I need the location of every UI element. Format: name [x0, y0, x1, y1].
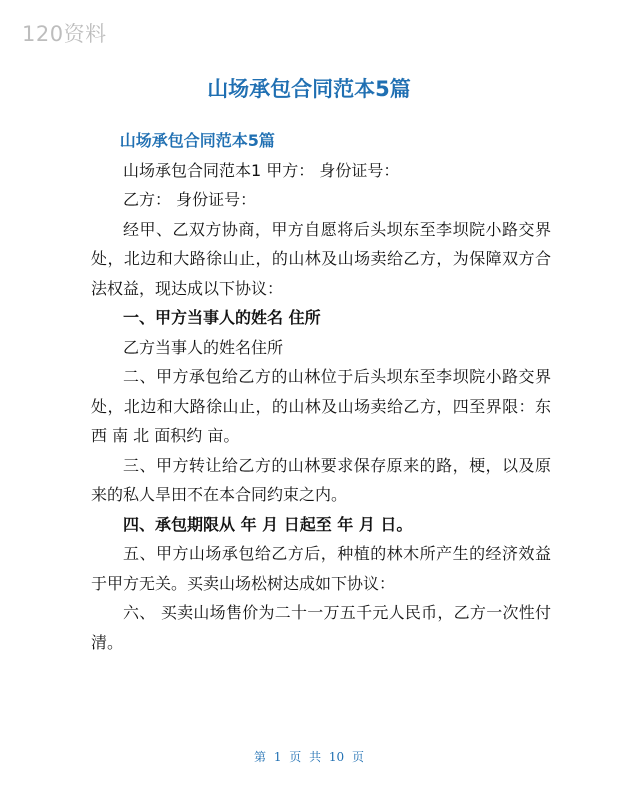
- document-body: [91, 126, 551, 657]
- clause-6-price: 六、 买卖山场售价为二十一万五千元人民币，乙方一次性付清。: [91, 603, 551, 652]
- paragraph-agreement-intro: 经甲、乙双方协商，甲方自愿将后头坝东至李坝院小路交界处，北边和大路徐山止，的山林及山场卖给乙方，为保障双方合法权益，现达成以下协议：: [91, 219, 551, 298]
- paragraph-parties-intro: 山场承包合同范本1 甲方： 身份证号：: [123, 160, 400, 180]
- clause-5-benefits: 五、甲方山场承包给乙方后，种植的林木所产生的经济效益于甲方无关。买卖山场松树达成如下协议：: [91, 544, 551, 593]
- clause-1-party-a-name: 一、甲方当事人的姓名 住所: [123, 308, 321, 327]
- clause-4-term: 四、承包期限从 年 月 日起至 年 月 日。: [123, 514, 413, 534]
- clause-2-location: 二、甲方承包给乙方的山林位于后头坝东至李坝院小路交界处，北边和大路徐山止，的山林及山场卖给乙方，四至界限：东 西 南 北 面积约 亩。: [91, 367, 551, 445]
- watermark: 120资料: [22, 22, 107, 46]
- page-footer: 第 1 页 共 10 页: [254, 750, 364, 764]
- paragraph-party-b: 乙方： 身份证号：: [123, 190, 257, 209]
- paragraph-party-b-name: 乙方当事人的姓名住所: [123, 337, 284, 357]
- document-title: 山场承包合同范本5篇: [207, 77, 411, 101]
- clause-3-roads: 三、甲方转让给乙方的山林要求保存原来的路，梗，以及原来的私人旱田不在本合同约束之内。: [91, 455, 551, 504]
- section-subtitle: 山场承包合同范本5篇: [119, 131, 275, 150]
